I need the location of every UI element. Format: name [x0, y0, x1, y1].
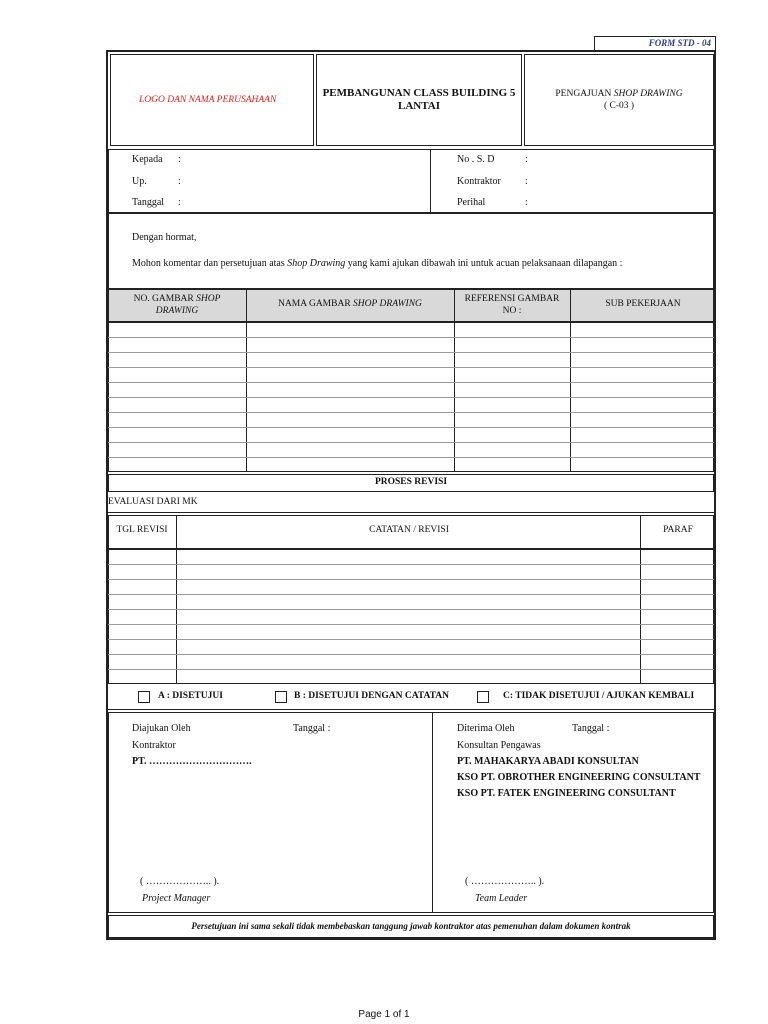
doc-title-cell — [524, 54, 714, 146]
evaluation-label: EVALUASI DARI MK — [108, 497, 198, 507]
col-reference-line2: NO : — [502, 306, 522, 316]
table-row — [108, 397, 714, 398]
col-drawing-number-prefix: NO. GAMBAR — [133, 294, 197, 304]
option-approved: A : DISETUJUI — [158, 691, 223, 701]
table-row — [108, 624, 714, 625]
letter-body-prefix: Mohon komentar dan persetujuan atas — [132, 258, 288, 269]
info-label-kepada: Kepada — [132, 154, 163, 165]
table-row — [108, 457, 714, 458]
contractor-position: Project Manager — [142, 893, 211, 904]
info-label-up: Up. — [132, 176, 147, 187]
received-date-label: Tanggal : — [572, 723, 610, 734]
letter-body-suffix: yang kami ajukan dibawah ini untuk acuan pelaksanaan dilapangan : — [345, 258, 623, 269]
col-reference — [456, 293, 568, 317]
letter-block — [108, 213, 714, 289]
letter-body-italic: Shop Drawing — [287, 258, 346, 269]
disclaimer: Persetujuan ini sama sekali tidak membebaskan tanggung jawab kontraktor atas pemenuhan dalam dokumen kontrak — [191, 921, 631, 931]
revision-col-divider — [176, 515, 177, 684]
col-reference-line1: REFERENSI GAMBAR — [464, 294, 560, 304]
supervisor-label: Konsultan Pengawas — [457, 740, 541, 751]
project-title: PEMBANGUNAN CLASS BUILDING 5 LANTAI — [322, 87, 516, 112]
logo-placeholder: LOGO DAN NAMA PERUSAHAAN — [139, 95, 277, 105]
col-drawing-name-italic: SHOP DRAWING — [353, 299, 422, 309]
table-row — [108, 609, 714, 610]
col-revision-initial: PARAF — [663, 525, 693, 535]
col-revision-date: TGL REVISI — [116, 525, 168, 535]
table-row — [108, 427, 714, 428]
contractor-label: Kontraktor — [132, 740, 176, 751]
table-row — [108, 564, 714, 565]
checkbox-approved[interactable] — [138, 691, 150, 703]
info-colon: : — [178, 176, 181, 187]
col-sub-work: SUB PEKERJAAN — [605, 299, 681, 309]
table-row — [108, 594, 714, 595]
checkbox-rejected[interactable] — [477, 691, 489, 703]
table-row — [108, 352, 714, 353]
table-row — [108, 654, 714, 655]
logo-cell — [110, 54, 314, 146]
info-colon: : — [525, 176, 528, 187]
form-code: FORM STD - 04 — [648, 38, 711, 48]
info-label-kontraktor: Kontraktor — [457, 176, 501, 187]
revision-title: PROSES REVISI — [374, 477, 448, 487]
revision-table-body — [108, 549, 714, 684]
info-colon: : — [525, 197, 528, 208]
info-colon: : — [178, 154, 181, 165]
drawing-col-divider — [570, 289, 571, 472]
doc-title-prefix: PENGAJUAN — [555, 89, 614, 99]
project-title-cell — [316, 54, 522, 146]
info-label-perihal: Perihal — [457, 197, 486, 208]
supervisor-company-3: KSO PT. FATEK ENGINEERING CONSULTANT — [457, 788, 676, 799]
info-divider — [430, 149, 431, 213]
submitted-date-label: Tanggal : — [293, 723, 331, 734]
supervisor-sign-line: ( ……………….. ). — [465, 876, 545, 887]
col-drawing-number-italic-2: DRAWING — [155, 306, 199, 316]
col-revision-notes: CATATAN / REVISI — [369, 525, 449, 535]
signature-divider — [432, 712, 433, 913]
drawing-col-divider — [454, 289, 455, 472]
col-drawing-name-prefix: NAMA GAMBAR — [278, 299, 354, 309]
info-colon: : — [525, 154, 528, 165]
table-row — [108, 579, 714, 580]
table-row — [108, 639, 714, 640]
page-number: Page 1 of 1 — [358, 1009, 410, 1020]
col-drawing-number-italic: SHOP — [196, 294, 221, 304]
received-by-label: Diterima Oleh — [457, 723, 515, 734]
doc-title — [525, 89, 713, 99]
doc-code: ( C-03 ) — [603, 101, 635, 111]
letter-body — [132, 258, 622, 269]
table-row — [108, 412, 714, 413]
info-block — [108, 149, 714, 213]
revision-title-bar — [108, 474, 714, 492]
evaluation-divider — [108, 512, 714, 513]
table-row — [108, 669, 714, 670]
disclaimer-bar — [108, 915, 714, 938]
contractor-company: PT. …………………………. — [132, 756, 252, 767]
info-label-tanggal: Tanggal — [132, 197, 165, 208]
table-row — [108, 337, 714, 338]
supervisor-company-2: KSO PT. OBROTHER ENGINEERING CONSULTANT — [457, 772, 701, 783]
table-row — [108, 367, 714, 368]
status-divider — [108, 709, 714, 710]
supervisor-position: Team Leader — [475, 893, 528, 904]
table-row — [108, 442, 714, 443]
checkbox-approved-with-notes[interactable] — [275, 691, 287, 703]
drawing-col-divider — [246, 289, 247, 472]
submitted-by-label: Diajukan Oleh — [132, 723, 191, 734]
info-colon: : — [178, 197, 181, 208]
doc-title-italic: SHOP DRAWING — [613, 89, 683, 99]
col-drawing-name — [248, 299, 452, 309]
option-rejected: C: TIDAK DISETUJUI / AJUKAN KEMBALI — [503, 691, 695, 701]
supervisor-company-1: PT. MAHAKARYA ABADI KONSULTAN — [457, 756, 639, 767]
revision-col-divider — [640, 515, 641, 684]
option-approved-with-notes: B : DISETUJUI DENGAN CATATAN — [294, 691, 450, 701]
col-drawing-number — [110, 293, 244, 317]
table-row — [108, 382, 714, 383]
info-label-no-sd: No . S. D — [457, 154, 495, 165]
letter-greeting: Dengan hormat, — [132, 232, 197, 243]
contractor-sign-line: ( ……………….. ). — [140, 876, 220, 887]
